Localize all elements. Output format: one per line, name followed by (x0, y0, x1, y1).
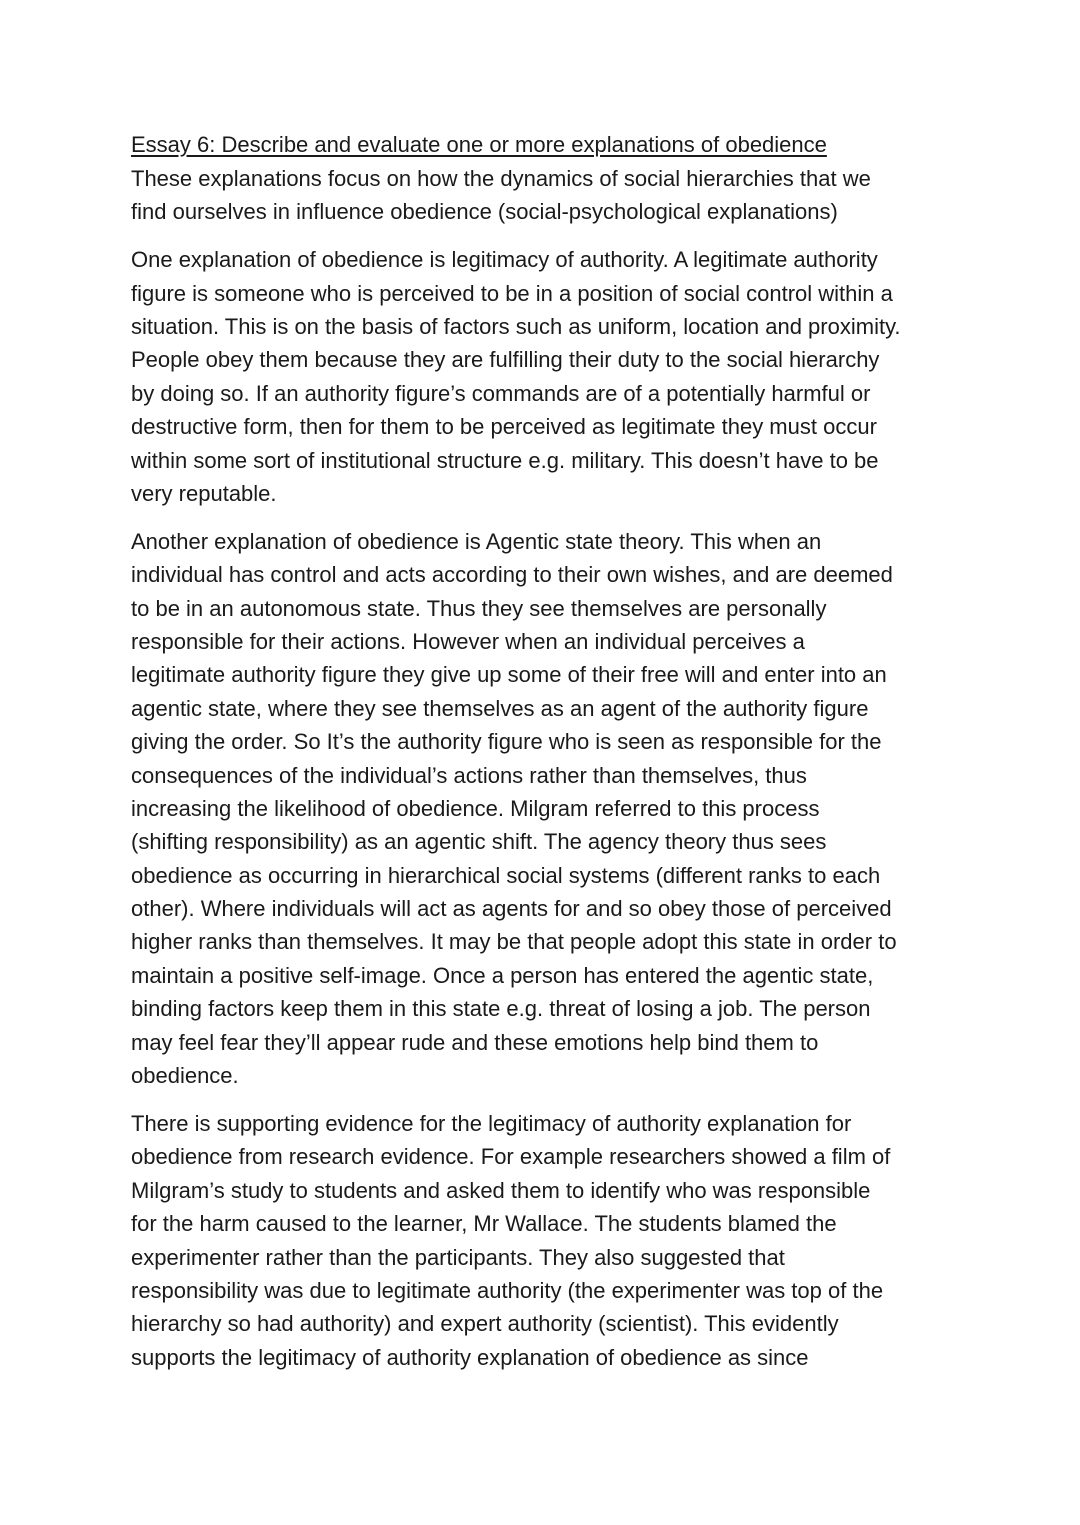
essay-title: Essay 6: Describe and evaluate one or more explanations of obedience (131, 132, 827, 157)
text-line: destructive form, then for them to be perceived as legitimate they must occur (131, 414, 877, 440)
paragraph (131, 162, 961, 229)
text-line: giving the order. So It’s the authority figure who is seen as responsible for the (131, 729, 882, 755)
text-line: maintain a positive self-image. Once a person has entered the agentic state, (131, 962, 874, 988)
text-line: obedience. (131, 1063, 239, 1089)
text-line: Another explanation of obedience is Agentic state theory. This when an (131, 528, 822, 554)
text-line: higher ranks than themselves. It may be that people adopt this state in order to (131, 929, 897, 955)
text-line: (shifting responsibility) as an agentic shift. The agency theory thus sees (131, 829, 827, 855)
text-line: increasing the likelihood of obedience. Milgram referred to this process (131, 795, 820, 821)
text-line: responsible for their actions. However when an individual perceives a (131, 628, 805, 654)
text-line: for the harm caused to the learner, Mr Wallace. The students blamed the (131, 1211, 837, 1237)
text-line: within some sort of institutional structure e.g. military. This doesn’t have to be (131, 447, 879, 473)
text-line: responsibility was due to legitimate authority (the experimenter was top of the (131, 1277, 884, 1303)
text-line: There is supporting evidence for the legitimacy of authority explanation for (131, 1110, 852, 1136)
paragraph-spacer (131, 510, 961, 525)
text-line: hierarchy so had authority) and expert authority (scientist). This evidently (131, 1311, 839, 1337)
essay-body (131, 128, 961, 1374)
text-line: binding factors keep them in this state e.g. threat of losing a job. The person (131, 996, 871, 1022)
text-line: legitimate authority figure they give up some of their free will and enter into an (131, 662, 887, 688)
paragraph-spacer (131, 1092, 961, 1107)
text-line: very reputable. (131, 480, 277, 506)
text-line: to be in an autonomous state. Thus they see themselves are personally (131, 595, 827, 621)
text-line: situation. This is on the basis of factors such as uniform, location and proximity. (131, 313, 901, 339)
text-line: agentic state, where they see themselves as an agent of the authority figure (131, 695, 869, 721)
text-line: figure is someone who is perceived to be in a position of social control within a (131, 280, 893, 306)
paragraph-spacer (131, 229, 961, 244)
text-line: obedience as occurring in hierarchical social systems (different ranks to each (131, 862, 881, 888)
text-line: supports the legitimacy of authority explanation of obedience as since (131, 1344, 809, 1370)
paragraph (131, 1107, 961, 1374)
text-line: Milgram’s study to students and asked them to identify who was responsible (131, 1177, 871, 1203)
text-line: individual has control and acts according to their own wishes, and are deemed (131, 562, 893, 588)
text-line: consequences of the individual’s actions rather than themselves, thus (131, 762, 807, 788)
text-line: One explanation of obedience is legitimacy of authority. A legitimate authority (131, 247, 878, 273)
paragraph (131, 243, 961, 510)
text-line: find ourselves in influence obedience (social-psychological explanations) (131, 199, 838, 225)
text-line: by doing so. If an authority figure’s commands are of a potentially harmful or (131, 380, 871, 406)
text-line: other). Where individuals will act as agents for and so obey those of perceived (131, 896, 892, 922)
paragraph (131, 525, 961, 1093)
text-line: experimenter rather than the participants. They also suggested that (131, 1244, 785, 1270)
text-line: may feel fear they’ll appear rude and these emotions help bind them to (131, 1029, 819, 1055)
text-line: obedience from research evidence. For example researchers showed a film of (131, 1144, 891, 1170)
text-line: These explanations focus on how the dynamics of social hierarchies that we (131, 165, 871, 191)
text-line: People obey them because they are fulfilling their duty to the social hierarchy (131, 347, 880, 373)
paragraph-container (131, 162, 961, 1374)
